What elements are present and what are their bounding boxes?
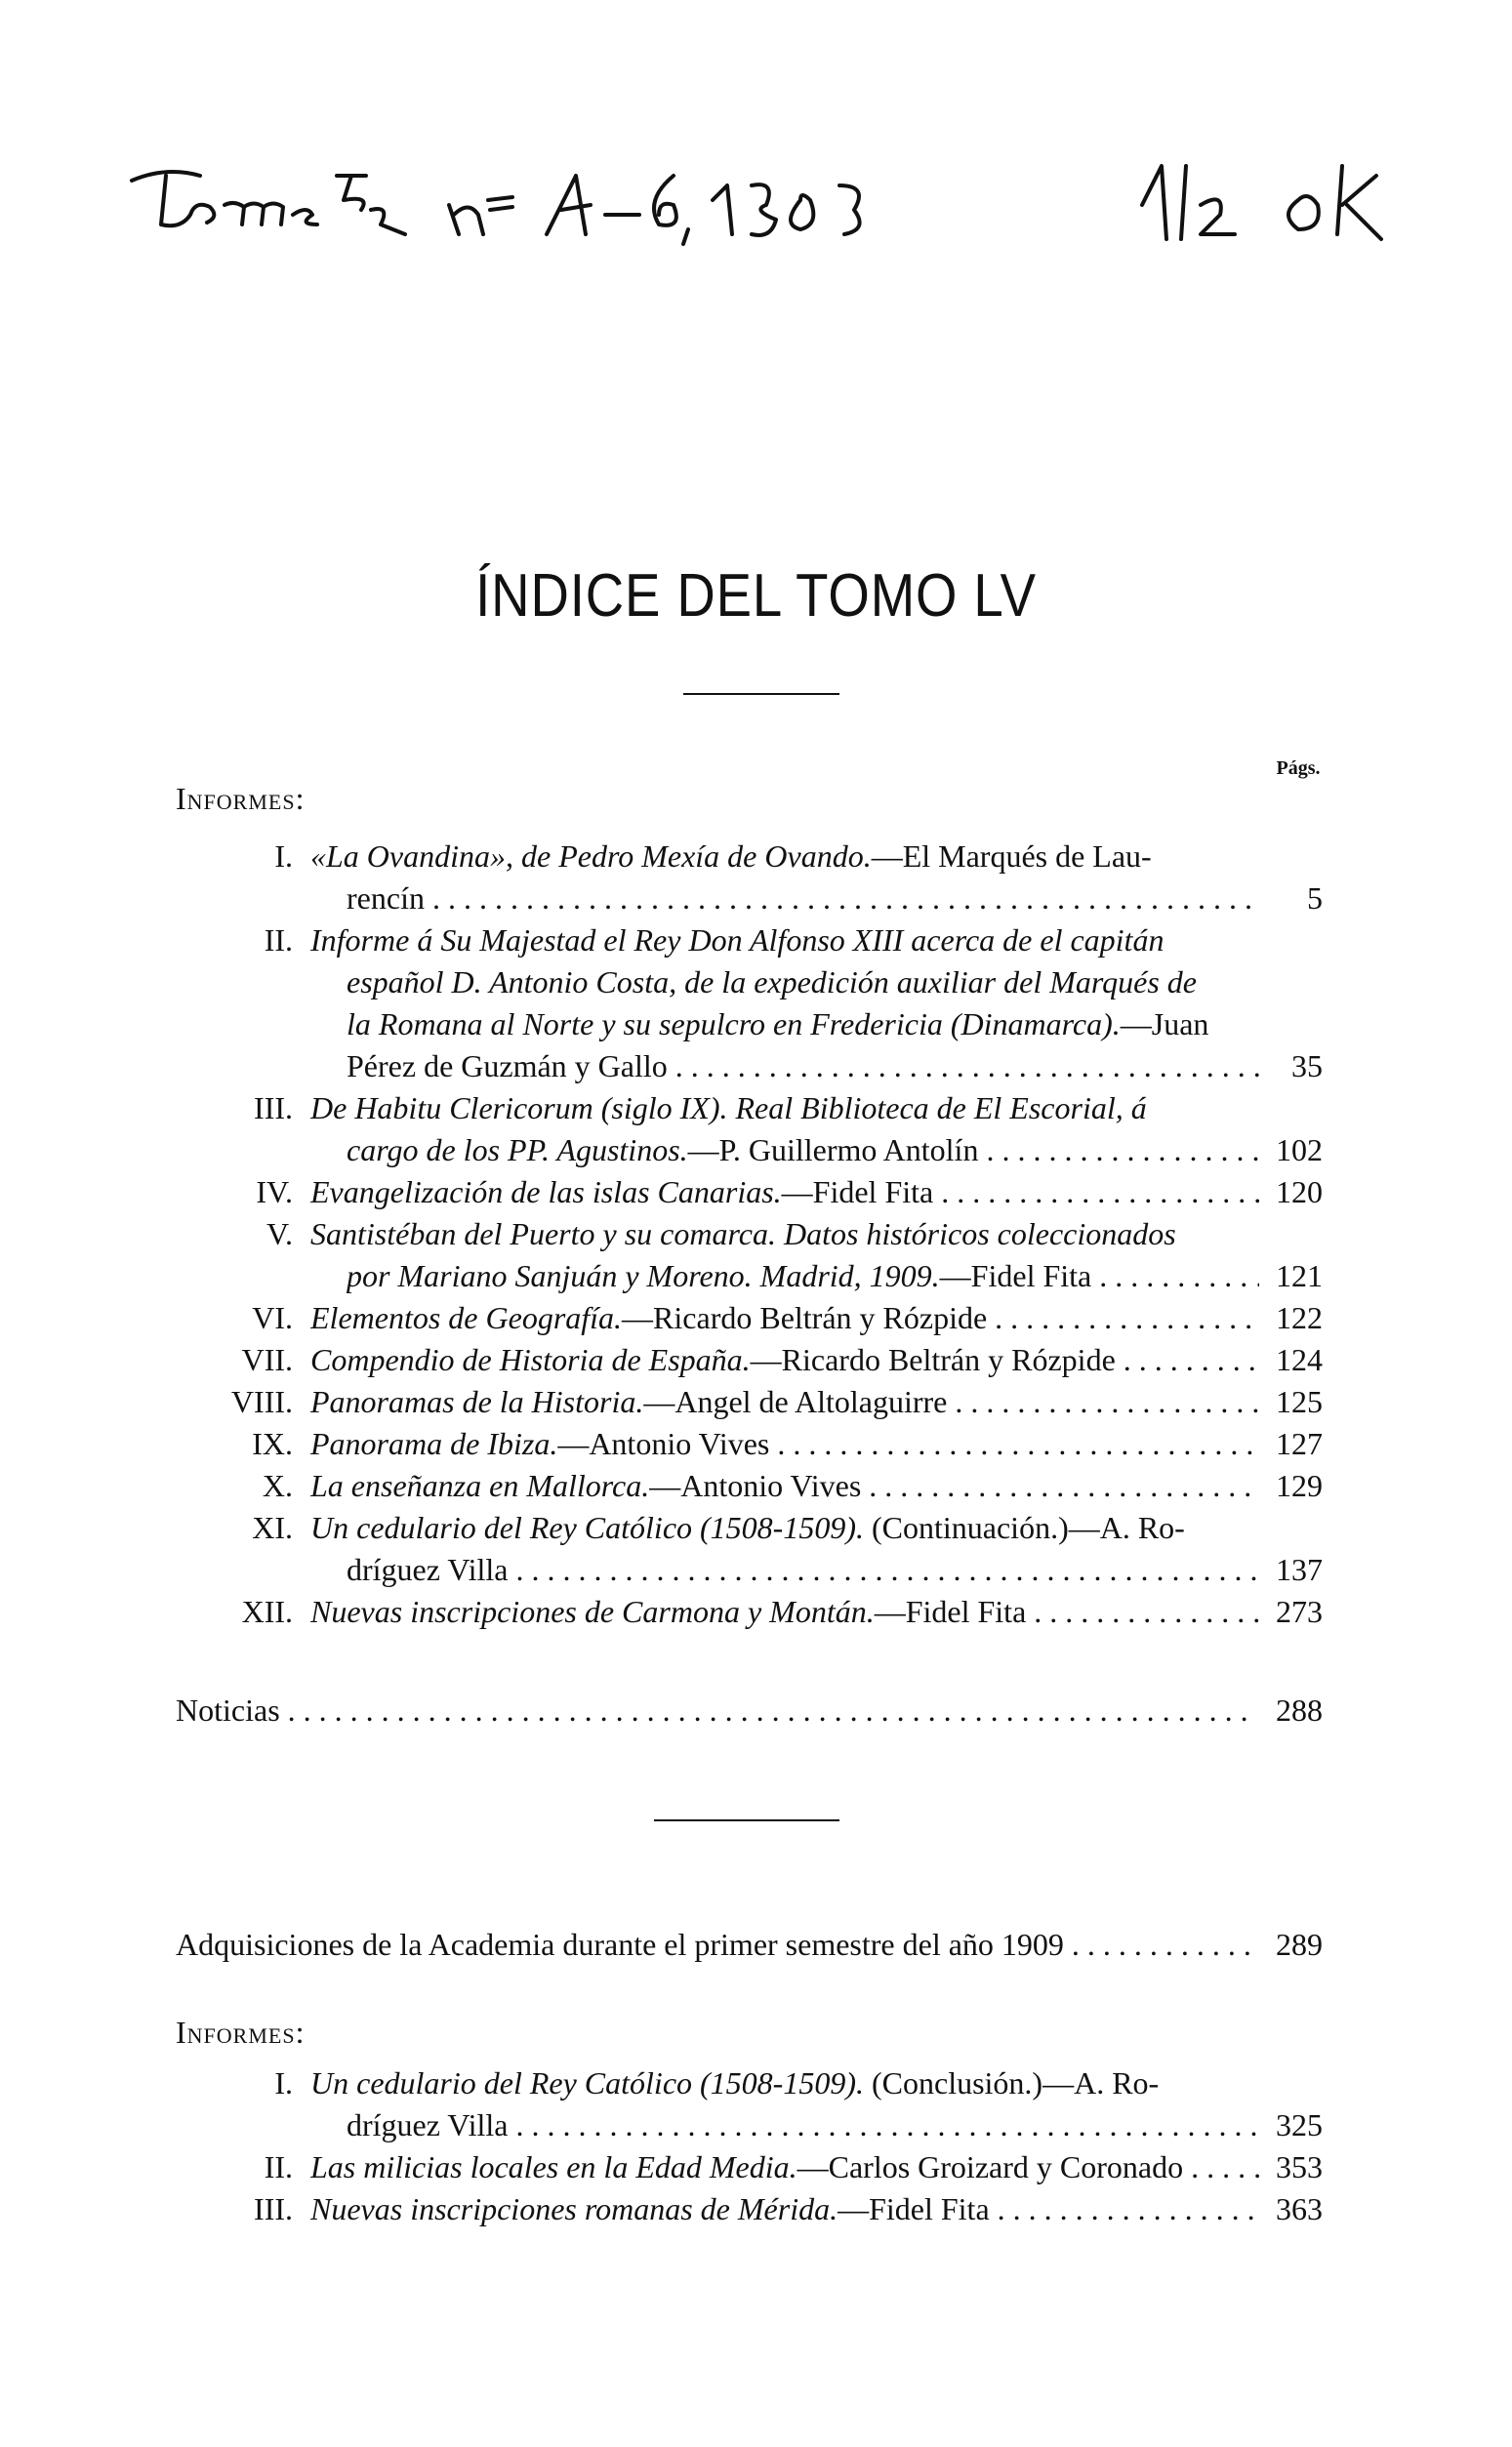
entry-title: por Mariano Sanjuán y Moreno. Madrid, 1909. [347, 1258, 940, 1293]
entry-page-number: 353 [1276, 2149, 1323, 2184]
entry-line[interactable] [310, 1590, 1259, 1633]
entry-page-number: 129 [1276, 1468, 1323, 1503]
entry-line[interactable] [310, 2145, 1259, 2188]
entry-author: —Angel de Altolaguirre [643, 1384, 948, 1419]
entry-line[interactable] [347, 1548, 1259, 1591]
entry-number: IV. [256, 1174, 293, 1209]
entry-page-number: 102 [1276, 1132, 1323, 1167]
entry-line [310, 1086, 1259, 1129]
pages-column-label: Págs. [1276, 757, 1321, 779]
entry-author: (Continuación.)—A. Ro- [863, 1510, 1185, 1545]
entry-line [310, 835, 1259, 877]
entry-author: —Fidel Fita [939, 1258, 1092, 1293]
entry-title: «La Ovandina», de Pedro Mexía de Ovando. [310, 838, 872, 874]
entry-line[interactable] [310, 1296, 1259, 1339]
entry-title: La enseñanza en Mallorca. [310, 1468, 650, 1503]
entry-line[interactable] [310, 1338, 1259, 1381]
entry-title: cargo de los PP. Agustinos. [347, 1132, 688, 1167]
entry-number: VII. [241, 1342, 293, 1377]
entry-number: IX. [252, 1426, 293, 1461]
entry-page-number: 5 [1307, 880, 1323, 916]
entry-number: XI. [252, 1510, 293, 1545]
entry-page-number: 363 [1276, 2191, 1323, 2226]
noticias-page: 288 [1276, 1693, 1323, 1728]
entry-page-number: 120 [1276, 1174, 1323, 1209]
entry-line[interactable] [310, 2187, 1259, 2230]
section-heading-informes-2: Informes: [176, 2015, 306, 2050]
noticias-entry[interactable] [176, 1689, 1249, 1732]
entry-number: X. [262, 1468, 293, 1503]
entry-line[interactable] [310, 1170, 1259, 1213]
handwritten-annotation [127, 146, 1445, 254]
entry-title: español D. Antonio Costa, de la expedición auxiliar del Marqués de [347, 964, 1197, 999]
entry-line[interactable] [347, 1044, 1259, 1087]
entry-author: —Fidel Fita [781, 1174, 934, 1209]
section-rule [654, 1819, 839, 1821]
entry-number: III. [254, 2191, 293, 2226]
entry-number: I. [274, 838, 293, 874]
entry-page-number: 122 [1276, 1300, 1323, 1335]
entry-page-number: 121 [1276, 1258, 1323, 1293]
entry-author: —Antonio Vives [649, 1468, 862, 1503]
entry-author: —Carlos Groizard y Coronado [797, 2149, 1184, 2184]
entry-author: —El Marqués de Lau- [871, 838, 1152, 874]
entry-line [310, 2061, 1259, 2104]
entry-page-number: 325 [1276, 2107, 1323, 2142]
entry-author: —Antonio Vives [557, 1426, 770, 1461]
adquisiciones-entry[interactable] [176, 1923, 1249, 1966]
entry-author: —Fidel Fita [838, 2191, 990, 2226]
entry-line[interactable] [310, 1464, 1259, 1507]
entry-title: Informe á Su Majestad el Rey Don Alfonso XIII acerca de el capitán [310, 922, 1165, 958]
entry-title: Panoramas de la Historia. [310, 1384, 644, 1419]
entry-line[interactable] [347, 2103, 1259, 2146]
entry-number: XII. [241, 1594, 293, 1629]
entry-number: VIII. [230, 1384, 293, 1419]
entry-title: Panorama de Ibiza. [310, 1426, 558, 1461]
entry-author: —P. Guillermo Antolín [687, 1132, 979, 1167]
adquisiciones-page: 289 [1276, 1927, 1323, 1962]
entry-page-number: 127 [1276, 1426, 1323, 1461]
entry-author: —Ricardo Beltrán y Rózpide [622, 1300, 988, 1335]
entry-line [310, 1212, 1259, 1255]
entry-number: VI. [252, 1300, 293, 1335]
entry-line [310, 1506, 1259, 1549]
entry-line[interactable] [347, 1128, 1259, 1171]
entry-title: Compendio de Historia de España. [310, 1342, 751, 1377]
page-title: ÍNDICE DEL TOMO LV [475, 562, 1037, 630]
entry-author: rencín [347, 880, 425, 916]
entry-page-number: 125 [1276, 1384, 1323, 1419]
entry-number: I. [274, 2065, 293, 2100]
title-rule [683, 693, 839, 695]
entry-author: —Juan [1120, 1006, 1209, 1041]
entry-title: Nuevas inscripciones de Carmona y Montán. [310, 1594, 875, 1629]
entry-line[interactable] [347, 1254, 1259, 1297]
entry-author: Pérez de Guzmán y Gallo [347, 1048, 668, 1083]
entry-title: Evangelización de las islas Canarias. [310, 1174, 782, 1209]
entry-line[interactable] [310, 1380, 1259, 1423]
entry-title: Nuevas inscripciones romanas de Mérida. [310, 2191, 838, 2226]
entry-author: dríguez Villa [347, 1552, 509, 1587]
entry-title: Elementos de Geografía. [310, 1300, 623, 1335]
entry-author: (Conclusión.)—A. Ro- [863, 2065, 1160, 2100]
adquisiciones-label: Adquisiciones de la Academia durante el primer semestre del año 1909 [176, 1927, 1064, 1962]
entry-page-number: 124 [1276, 1342, 1323, 1377]
entry-page-number: 273 [1276, 1594, 1323, 1629]
entry-author: dríguez Villa [347, 2107, 509, 2142]
entry-number: III. [254, 1090, 293, 1125]
entry-title: la Romana al Norte y su sepulcro en Fredericia (Dinamarca). [347, 1006, 1121, 1041]
entry-line [347, 1002, 1259, 1045]
entry-page-number: 35 [1291, 1048, 1323, 1083]
entry-number: II. [264, 922, 293, 958]
entry-title: Un cedulario del Rey Católico (1508-1509). [310, 2065, 864, 2100]
entry-title: Un cedulario del Rey Católico (1508-1509). [310, 1510, 864, 1545]
entry-line[interactable] [310, 1422, 1259, 1465]
entry-number: II. [264, 2149, 293, 2184]
entry-line[interactable] [347, 877, 1259, 919]
entry-title: Santistéban del Puerto y su comarca. Datos históricos coleccionados [310, 1216, 1176, 1251]
entry-line [310, 918, 1259, 961]
entry-number: V. [266, 1216, 293, 1251]
entry-author: —Fidel Fita [874, 1594, 1027, 1629]
section-heading-informes: Informes: [176, 781, 306, 816]
noticias-label: Noticias [176, 1693, 280, 1728]
entry-title: Las milicias locales en la Edad Media. [310, 2149, 797, 2184]
entry-title: De Habitu Clericorum (siglo IX). Real Biblioteca de El Escorial, á [310, 1090, 1147, 1125]
entry-line [347, 960, 1259, 1003]
entry-page-number: 137 [1276, 1552, 1323, 1587]
entry-author: —Ricardo Beltrán y Rózpide [750, 1342, 1116, 1377]
